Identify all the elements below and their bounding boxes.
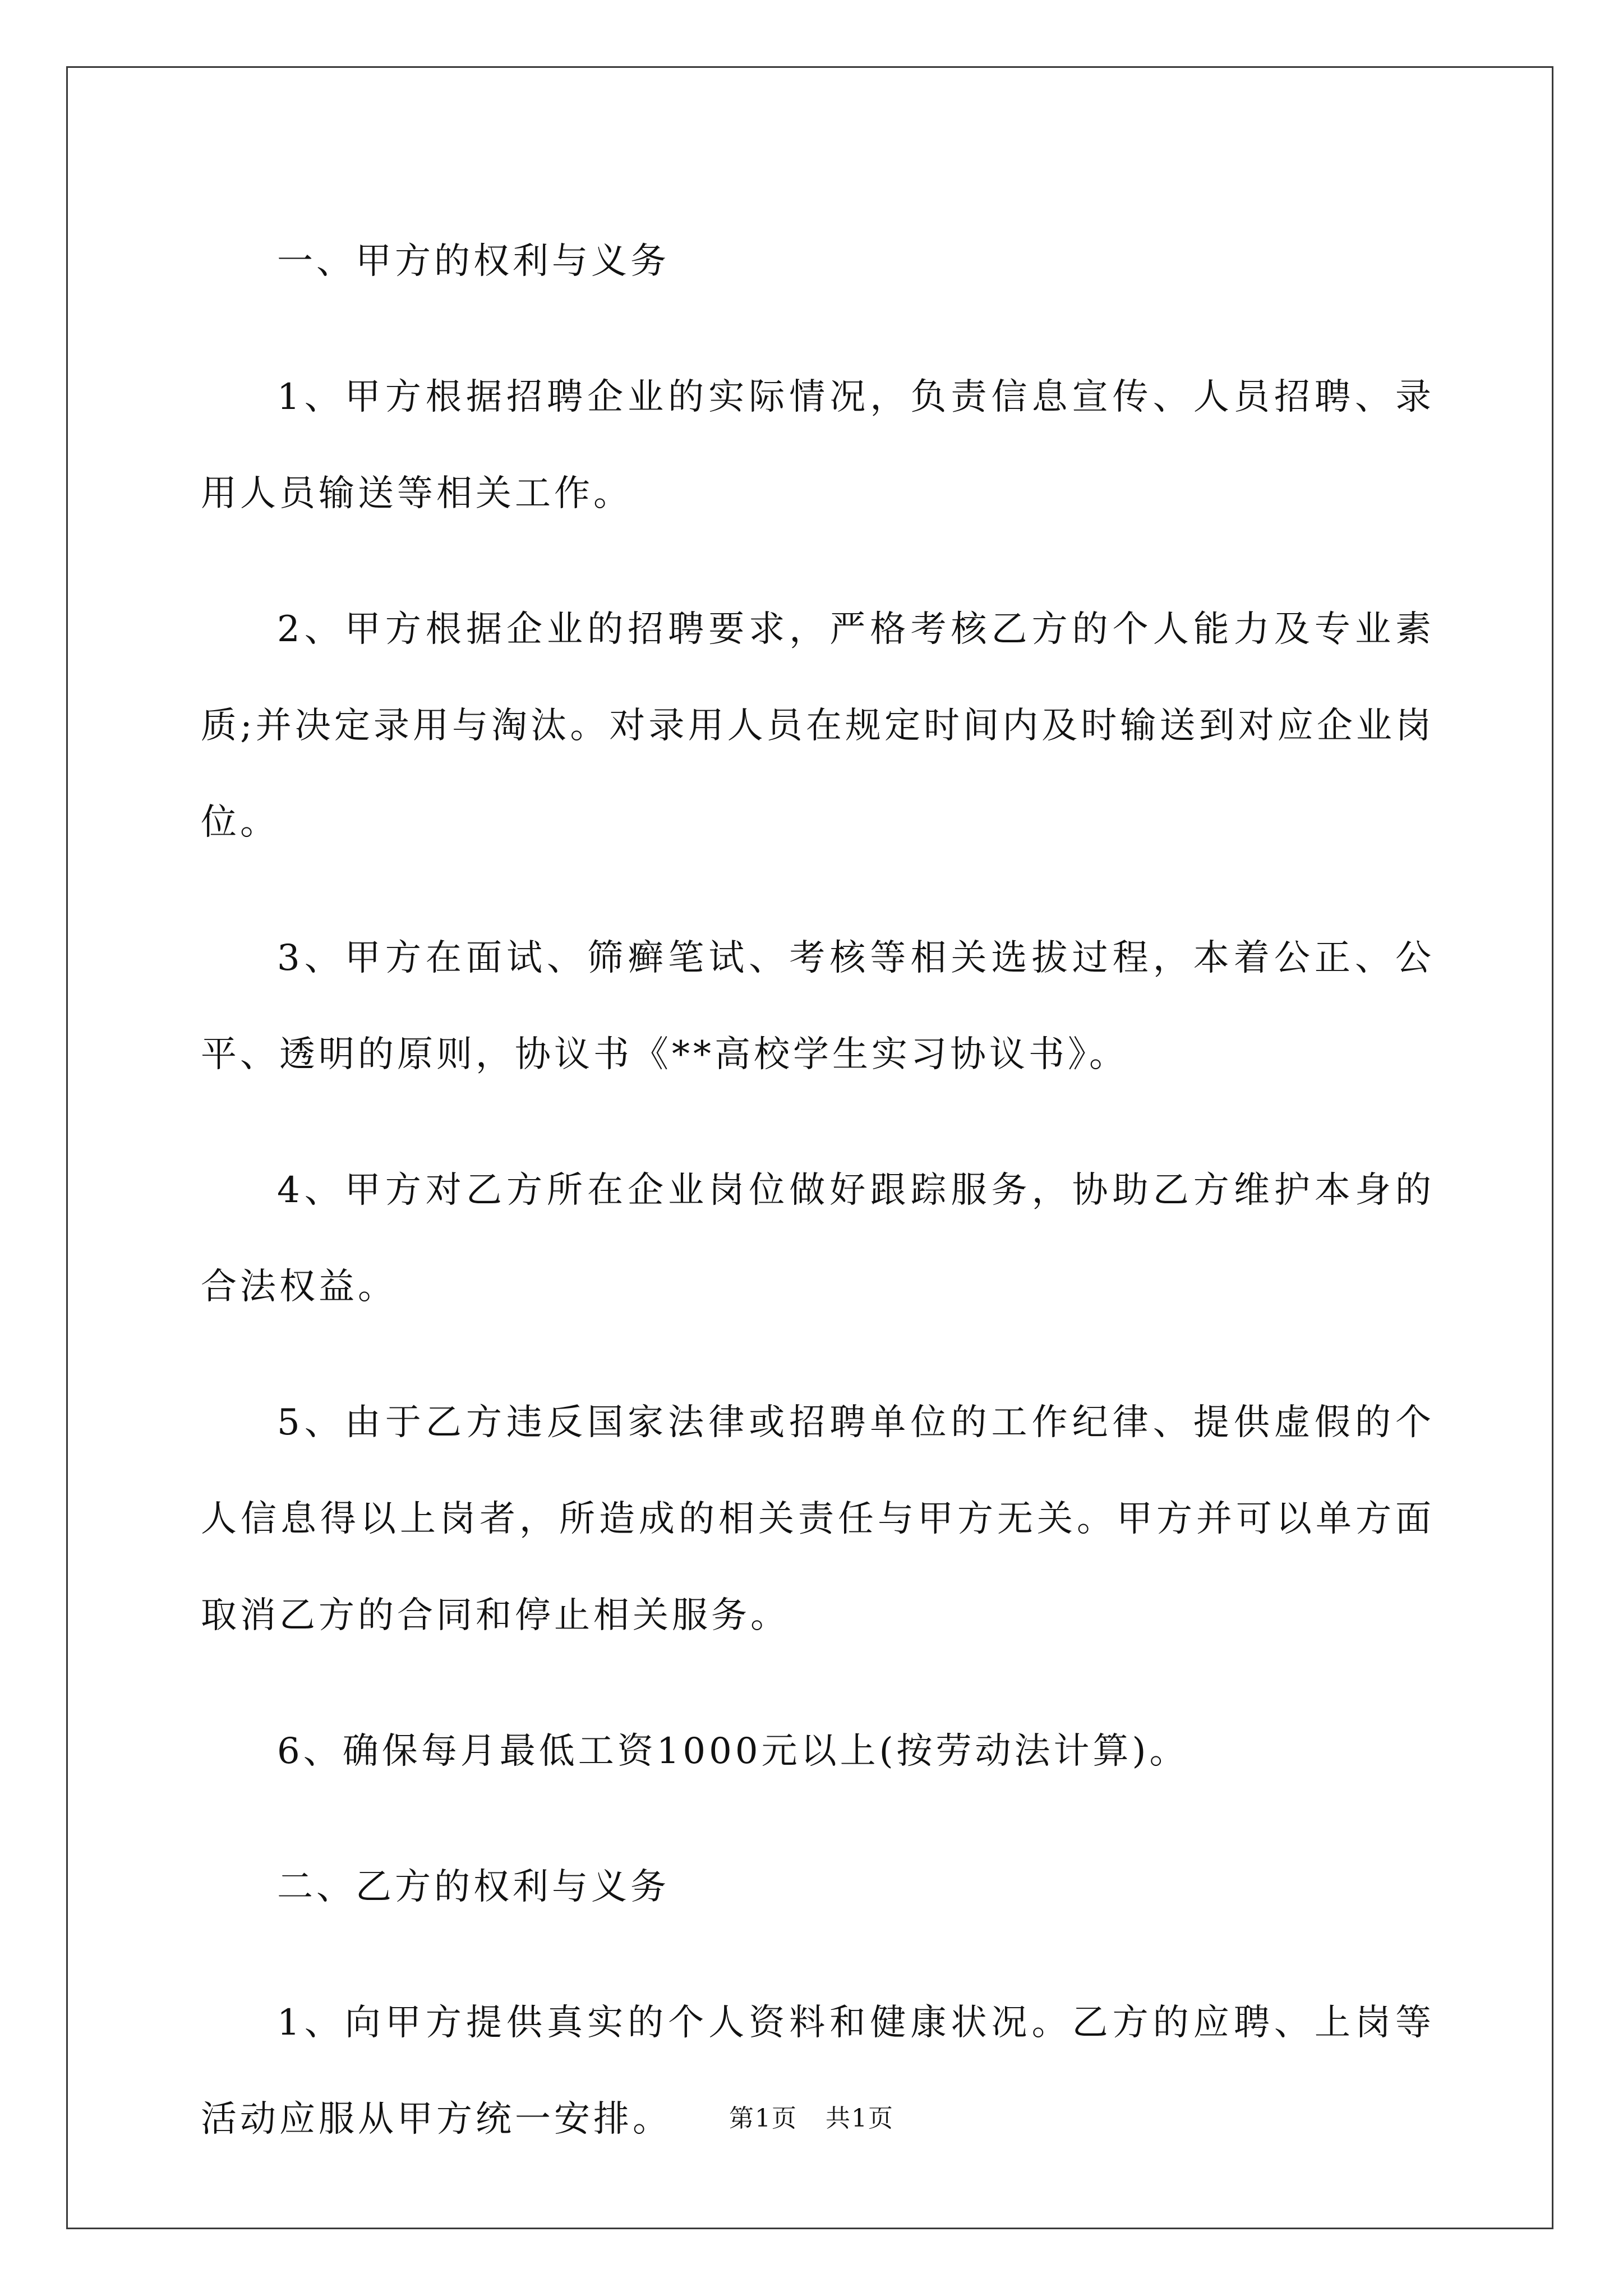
page-number: 第1页: [729, 2104, 797, 2133]
section-heading-party-b: 二、乙方的权利与义务: [277, 1866, 670, 1908]
section-heading-party-a: 一、甲方的权利与义务: [277, 241, 670, 282]
clause-b1: 1、向甲方提供真实的个人资料和健康状况。乙方的应聘、上岗等活动应服从甲方统一安排。: [201, 2002, 1435, 2140]
clause-a2: 2、甲方根据企业的招聘要求，严格考核乙方的个人能力及专业素质;并决定录用与淘汰。对录用人员在规定时间内及时输送到对应企业岗位。: [201, 609, 1435, 843]
clause-a4: 4、甲方对乙方所在企业岗位做好跟踪服务，协助乙方维护本身的合法权益。: [201, 1170, 1435, 1308]
clause-a3: 3、甲方在面试、筛癣笔试、考核等相关选拔过程，本着公正、公平、透明的原则，协议书《**高校学生实习协议书》。: [201, 937, 1435, 1075]
clause-a6: 6、确保每月最低工资1000元以上(按劳动法计算)。: [277, 1731, 1189, 1772]
clause-a5: 5、由于乙方违反国家法律或招聘单位的工作纪律、提供虚假的个人信息得以上岗者，所造成的相关责任与甲方无关。甲方并可以单方面取消乙方的合同和停止相关服务。: [201, 1402, 1435, 1636]
document-body: [201, 213, 1435, 2207]
page-footer: [0, 2098, 1623, 2134]
clause-a1: 1、甲方根据招聘企业的实际情况，负责信息宣传、人员招聘、录用人员输送等相关工作。: [201, 376, 1435, 514]
page-total: 共1页: [826, 2104, 894, 2133]
